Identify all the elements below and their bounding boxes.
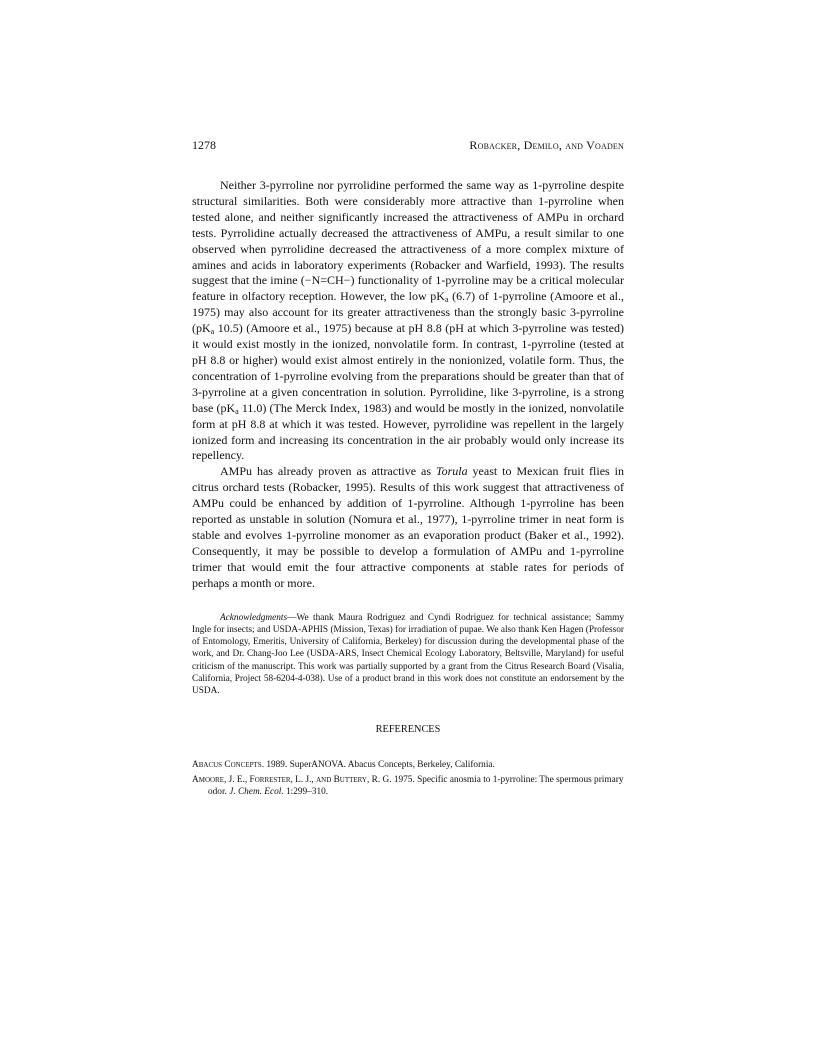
journal-page <box>192 138 624 801</box>
pka-subscript: a <box>444 295 449 305</box>
running-head-authors: Robacker, Demilo, and Voaden <box>469 138 624 152</box>
reference-item <box>192 774 624 799</box>
paragraph-2-text-a: AMPu has already proven as attractive as <box>220 464 437 479</box>
reference-details: 1989. SuperANOVA. Abacus Concepts, Berkeley, California. <box>264 760 495 771</box>
acknowledgments-text: —We thank Maura Rodriguez and Cyndi Rodriguez for technical assistance; Sammy Ingle for insects; and USDA-APHIS (Mission, Texas) for irradiation of pupae. We also thank Ken Hagen (Professor of Entomology, Emeritis, University of California, Berkeley) for discussion during the developmental phase of the work, and Dr. Chang-Joo Lee (USDA-ARS, Insect Chemical Ecology Laboratory, Beltsville, Maryland) for useful criticism of the manuscript. This work was partially supported by a grant from the Citrus Research Board (Visalia, California, Project 58-6204-4-038). Use of a product brand in this work does not constitute an endorsement by the USDA. <box>192 612 624 697</box>
acknowledgments <box>192 612 624 698</box>
pka-subscript: a <box>235 406 239 416</box>
body-paragraph-2 <box>192 464 624 591</box>
reference-authors: Abacus Concepts. <box>192 760 265 771</box>
reference-item <box>192 759 624 772</box>
paragraph-2-text-b: yeast to Mexican fruit flies in citrus orchard tests (Robacker, 1995). Results of this work suggest that attractiveness of AMPu could be enhanced by addition of 1-pyrroline. Although 1-pyrroline has been reported as unstable in solution (Nomura et al., 1977), 1-pyrroline trimer in neat form is stable and evolves 1-pyrroline monomer as an evaporation product (Baker et al., 1992). Consequently, it may be possible to develop a formulation of AMPu and 1-pyrroline trimer that would emit the four attractive components at stable rates for periods of perhaps a month or more. <box>192 464 624 590</box>
paragraph-1-text-b: (6.7) of 1-pyrroline (Amoore et al., 1975) may also account for its greater attractiveness than the strongly basic 3-pyrroline (pK <box>192 289 625 336</box>
page-number: 1278 <box>192 138 216 152</box>
acknowledgments-label: Acknowledgments <box>220 612 288 623</box>
reference-details: 1975. Specific anosmia to 1-pyrroline: The spermous primary odor. <box>208 774 624 798</box>
paragraph-1-text-d: 11.0) (The Merck Index, 1983) and would be mostly in the ionized, nonvolatile form at pH 8.8 at which it was tested. However, pyrrolidine was repellent in the largely ionized form and increasing its concentration in the air probably would only increase its repellency. <box>192 400 625 463</box>
running-head <box>192 138 624 153</box>
body-paragraph-1 <box>192 178 624 464</box>
references-heading: REFERENCES <box>375 724 441 736</box>
references-list <box>192 759 624 799</box>
paragraph-1-text-a: Neither 3-pyrroline nor pyrrolidine performed the same way as 1-pyrroline despite structural similarities. Both were considerably more attractive than 1-pyrroline when tested alone, and neither significantly increased the attractiveness of AMPu in orchard tests. Pyrrolidine actually decreased the attractiveness of AMPu, a result similar to one observed when pyrrolidine decreased the attractiveness of a more complex mixture of amines and acids in laboratory experiments (Robacker and Warfield, 1993). The results suggest that the imine (−N=CH−) functionality of 1-pyrroline may be a critical molecular feature in olfactory reception. However, the low pK <box>192 178 624 304</box>
italic-term: Torula <box>436 464 468 479</box>
pka-subscript: a <box>210 327 215 337</box>
reference-journal: J. Chem. Ecol. <box>229 787 284 798</box>
reference-authors: Amoore, J. E., Forrester, L. J., and Buttery, R. G. <box>192 774 392 785</box>
paragraph-1-text-c: 10.5) (Amoore et al., 1975) because at pH 8.8 (pH at which 3-pyrroline was tested) it would exist mostly in the ionized, nonvolatile form. In contrast, 1-pyrroline (tested at pH 8.8 or higher) would exist almost entirely in the nonionized, volatile form. Thus, the concentration of 1-pyrroline evolving from the preparations should be greater than that of 3-pyrroline at a given concentration in solution. Pyrrolidine, like 3-pyrroline, is a strong base (pK <box>192 321 624 415</box>
reference-volume-pages: 1:299–310. <box>283 787 329 798</box>
